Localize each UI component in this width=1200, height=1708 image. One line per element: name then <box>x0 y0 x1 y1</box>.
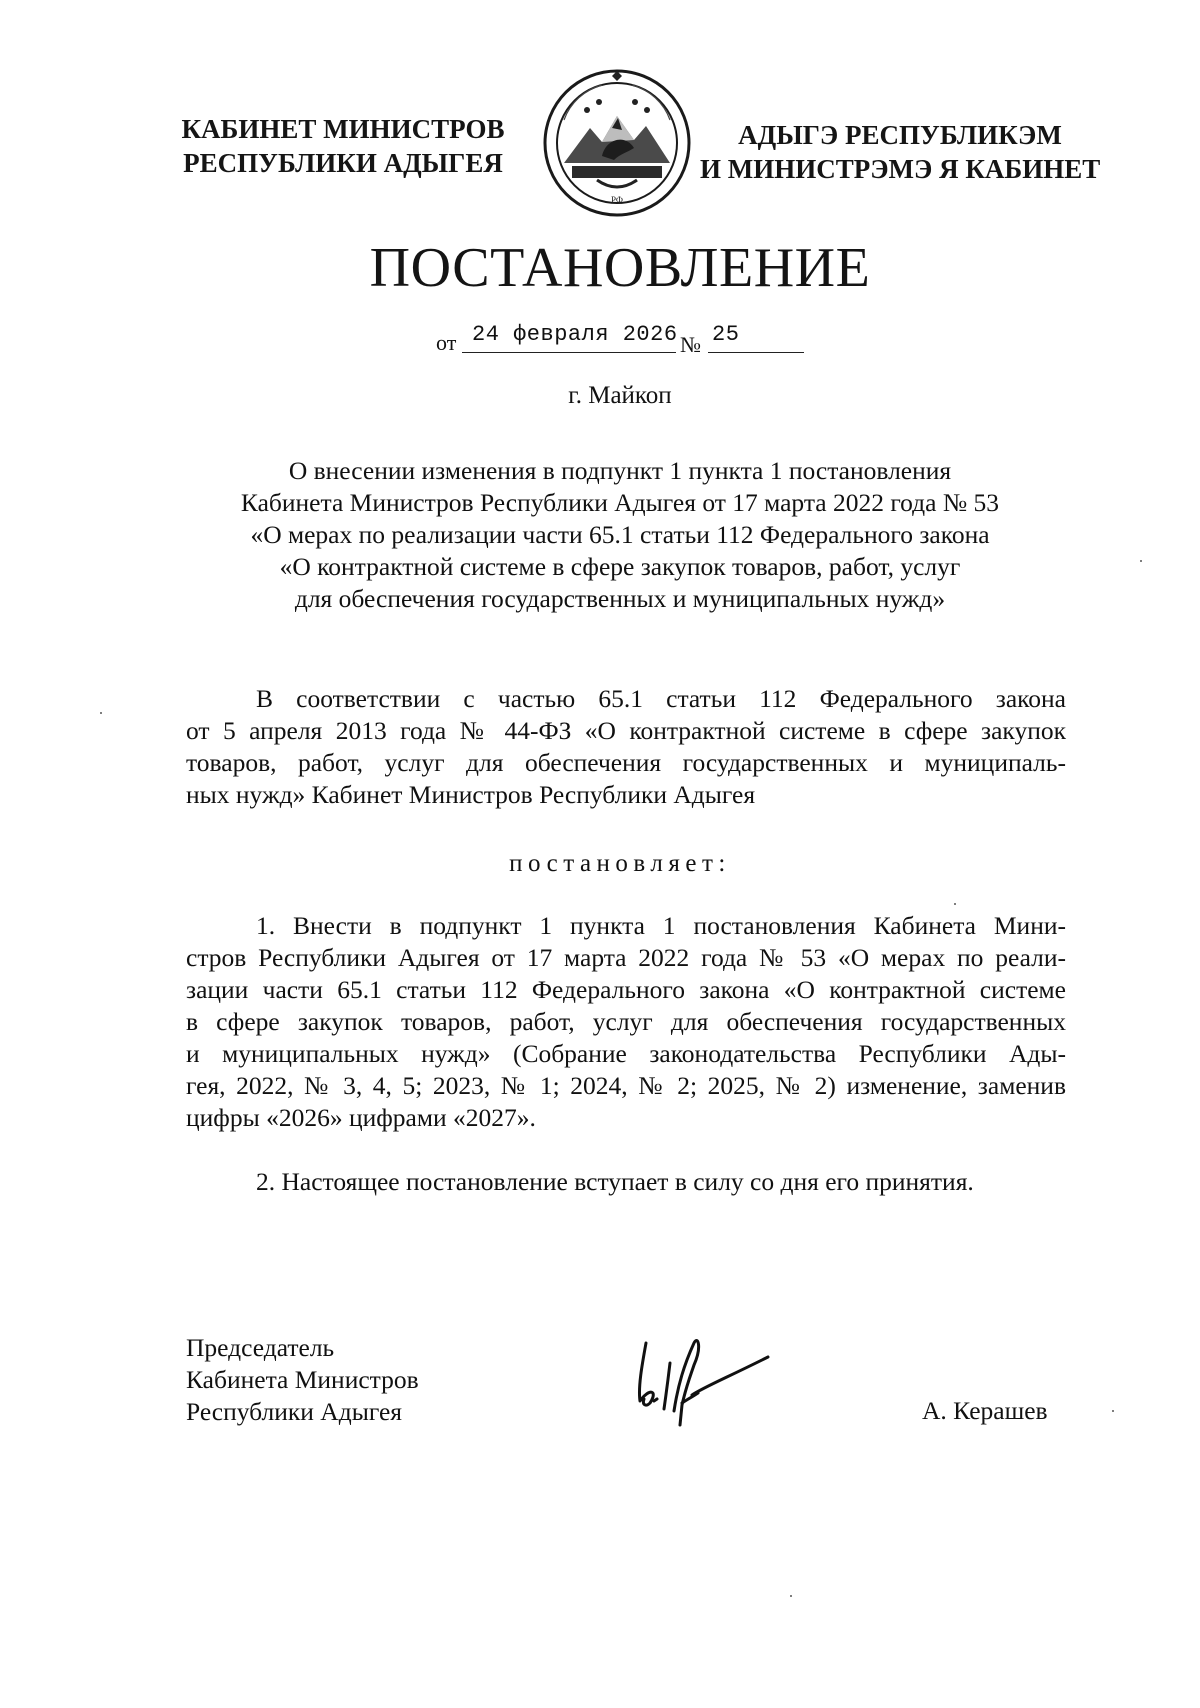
preamble-line: товаров, работ, услуг для обеспечения государственных и муниципаль- <box>186 748 1066 777</box>
issuer-russian-line1: КАБИНЕТ МИНИСТРОВ <box>181 114 505 144</box>
item-2-paragraph <box>186 1166 1066 1198</box>
item-2-line: 2. Настоящее постановление вступает в силу со дня его принятия. <box>256 1167 974 1196</box>
number-label: № <box>680 332 701 357</box>
preamble-line: от 5 апреля 2013 года № 44-ФЗ «О контрактной системе в сфере закупок <box>186 716 1066 745</box>
item-1-line: стров Республики Адыгея от 17 марта 2022 года № 53 «О мерах по реали- <box>186 943 1066 972</box>
resolves-heading: постановляет: <box>509 850 731 877</box>
number-underline <box>708 352 804 353</box>
coat-of-arms-icon <box>542 68 692 218</box>
scan-speck <box>1112 1410 1114 1412</box>
document-title: ПОСТАНОВЛЕНИЕ <box>369 237 871 299</box>
item-1-line: гея, 2022, № 3, 4, 5; 2023, № 1; 2024, № 2; 2025, № 2) изменение, заменив <box>186 1071 1066 1100</box>
item-1-line: цифры «2026» цифрами «2027». <box>186 1103 536 1132</box>
subject-line: «О мерах по реализации части 65.1 статьи 112 Федерального закона <box>250 520 990 549</box>
scan-speck <box>954 903 956 905</box>
date-label: от <box>436 330 457 355</box>
preamble-line: В соответствии с частью 65.1 статьи 112 Федерального закона <box>256 684 1066 713</box>
subject-line: «О контрактной системе в сфере закупок товаров, работ, услуг <box>279 552 961 581</box>
issuer-russian <box>178 112 508 180</box>
number-value: 25 <box>712 322 740 347</box>
item-1-line: зации части 65.1 статьи 112 Федерального закона «О контрактной системе <box>186 975 1066 1004</box>
scan-speck <box>1140 560 1142 562</box>
subject-line: для обеспечения государственных и муниципальных нужд» <box>294 584 946 613</box>
position-line: Председатель <box>186 1333 335 1362</box>
item-1-line: и муниципальных нужд» (Собрание законодательства Республики Ады- <box>186 1039 1066 1068</box>
position-line: Кабинета Министров <box>186 1365 419 1394</box>
svg-text:РФ: РФ <box>611 195 623 205</box>
handwritten-signature-icon <box>628 1325 798 1430</box>
subject-line: Кабинета Министров Республики Адыгея от 17 марта 2022 года № 53 <box>240 488 1000 517</box>
scan-speck <box>100 712 102 714</box>
preamble-line: ных нужд» Кабинет Министров Республики Адыгея <box>186 780 756 809</box>
position-line: Республики Адыгея <box>186 1397 402 1426</box>
signatory-name: А. Керашев <box>922 1396 1048 1425</box>
signatory-position <box>186 1332 419 1428</box>
item-1-paragraph <box>186 910 1066 1134</box>
issuer-adyghe-line2: И МИНИСТРЭМЭ Я КАБИНЕТ <box>700 154 1101 184</box>
preamble-paragraph <box>186 683 1066 811</box>
subject-line: О внесении изменения в подпункт 1 пункта 1 постановления <box>288 456 952 485</box>
scan-speck <box>790 1595 792 1597</box>
city: г. Майкоп <box>568 382 672 409</box>
item-1-line: в сфере закупок товаров, работ, услуг для обеспечения государственных <box>186 1007 1066 1036</box>
issuer-russian-line2: РЕСПУБЛИКИ АДЫГЕЯ <box>183 148 503 178</box>
issuer-adyghe-line1: АДЫГЭ РЕСПУБЛИКЭМ <box>738 120 1062 150</box>
date-number-line <box>436 318 856 357</box>
date-value: 24 февраля 2026 <box>472 322 678 347</box>
item-1-line: 1. Внести в подпункт 1 пункта 1 постановления Кабинета Мини- <box>256 911 1066 940</box>
document-subject <box>150 455 1090 615</box>
date-underline <box>462 352 676 353</box>
issuer-adyghe <box>700 118 1100 186</box>
